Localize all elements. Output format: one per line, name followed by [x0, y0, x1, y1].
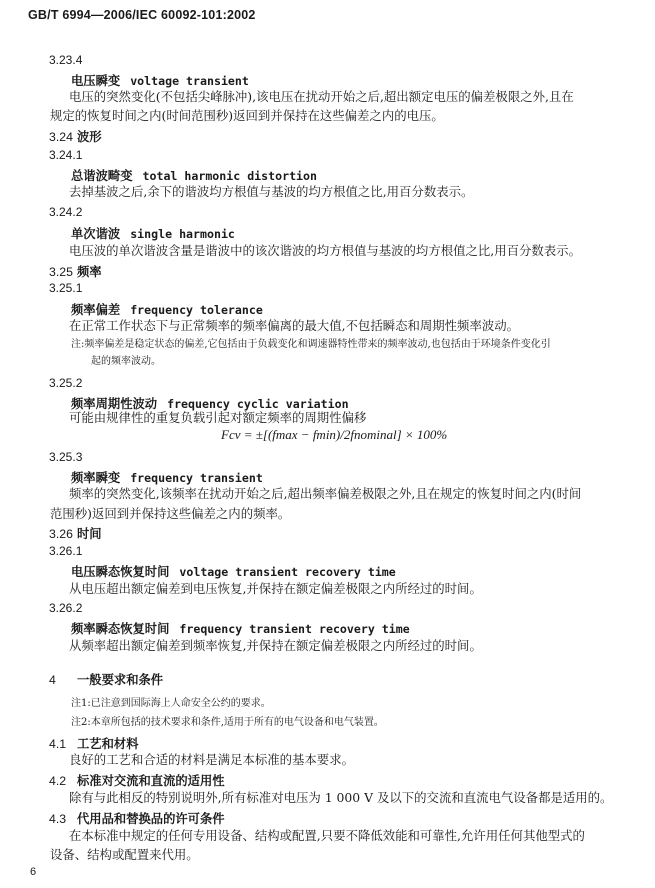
term-chinese: 总谐波畸变 — [71, 169, 133, 183]
definition-text: 频率的突然变化,该频率在扰动开始之后,超出频率偏差极限之外,且在规定的恢复时间之内(时间 — [69, 486, 582, 501]
clause-number: 3.24.1 — [49, 148, 83, 162]
term-english: frequency tolerance — [130, 303, 263, 317]
clause-heading — [49, 771, 225, 789]
clause-number: 4.2 — [49, 774, 67, 788]
definition-text: 电压波的单次谐波含量是谐波中的该次谐波的均方根值与基波的均方根值之比,用百分数表示。 — [69, 243, 581, 258]
term-english: frequency transient — [130, 471, 263, 485]
clause-number: 3.23.4 — [49, 53, 83, 67]
term-english: frequency cyclic variation — [167, 397, 349, 411]
clause-number: 3.24.2 — [49, 205, 83, 219]
body-text: 在本标准中规定的任何专用设备、结构或配置,只要不降低效能和可靠性,允许用任何其他型式的 — [69, 828, 585, 843]
clause-number: 4.1 — [49, 737, 67, 751]
chapter-heading — [49, 670, 163, 688]
term-chinese: 电压瞬态恢复时间 — [71, 565, 170, 579]
chapter-number: 4 — [49, 673, 56, 687]
definition-text: 电压的突然变化(不包括尖峰脉冲),该电压在扰动开始之后,超出额定电压的偏差极限之外,且在 — [69, 89, 574, 104]
section-title: 频率 — [77, 265, 102, 279]
term-chinese: 频率瞬变 — [71, 471, 121, 485]
clause-title: 工艺和材料 — [77, 737, 139, 751]
body-text: 除有与此相反的特别说明外,所有标准对电压为 1 000 V 及以下的交流和直流电气设备都是适用的。 — [69, 790, 613, 805]
section-number: 3.25 — [49, 265, 73, 279]
chapter-title: 一般要求和条件 — [77, 673, 164, 687]
clause-heading — [49, 734, 139, 752]
clause-number: 3.25.1 — [49, 281, 83, 295]
note-text: 注1:已注意到国际海上人命安全公约的要求。 — [71, 698, 271, 709]
clause-number: 3.25.3 — [49, 450, 83, 464]
term-chinese: 单次谐波 — [71, 227, 121, 241]
section-heading — [49, 524, 102, 542]
document-header: GB/T 6994—2006/IEC 60092-101:2002 — [28, 8, 256, 22]
term-chinese: 电压瞬变 — [71, 74, 121, 88]
term-heading — [71, 166, 317, 184]
term-heading — [71, 619, 410, 637]
term-heading — [71, 71, 249, 89]
section-title: 波形 — [77, 130, 102, 144]
clause-title: 标准对交流和直流的适用性 — [77, 774, 225, 788]
note-text: 注:频率偏差是稳定状态的偏差,它包括由于负载变化和调速器特性带来的频率波动,也包括由于环境条件变化引 — [71, 339, 551, 350]
term-english: frequency transient recovery time — [179, 622, 410, 636]
clause-title: 代用品和替换品的许可条件 — [77, 812, 225, 826]
section-number: 3.26 — [49, 527, 73, 541]
page-number: 6 — [30, 866, 37, 878]
definition-text: 可能由规律性的重复负载引起对额定频率的周期性偏移 — [69, 410, 367, 425]
term-chinese: 频率偏差 — [71, 303, 121, 317]
section-heading — [49, 127, 102, 145]
term-heading — [71, 300, 263, 318]
clause-number: 3.25.2 — [49, 376, 83, 390]
term-english: voltage transient recovery time — [179, 565, 396, 579]
section-number: 3.24 — [49, 130, 73, 144]
clause-number: 4.3 — [49, 812, 67, 826]
term-chinese: 频率瞬态恢复时间 — [71, 622, 170, 636]
body-text: 良好的工艺和合适的材料是满足本标准的基本要求。 — [69, 752, 354, 767]
term-english: voltage transient — [130, 74, 249, 88]
term-english: total harmonic distortion — [142, 169, 318, 183]
clause-heading — [49, 809, 225, 827]
term-chinese: 频率周期性波动 — [71, 397, 158, 411]
section-heading — [49, 262, 102, 280]
clause-number: 3.26.1 — [49, 544, 83, 558]
note-text: 注2:本章所包括的技术要求和条件,适用于所有的电气设备和电气装置。 — [71, 717, 384, 728]
term-heading — [71, 468, 263, 486]
body-text: 设备、结构或配置来代用。 — [50, 847, 199, 862]
definition-text: 从电压超出额定偏差到电压恢复,并保持在额定偏差极限之内所经过的时间。 — [69, 581, 482, 596]
section-title: 时间 — [77, 527, 102, 541]
formula: Fcv = ±[(fmax − fmin)/2fnominal] × 100% — [221, 427, 448, 442]
definition-text: 在正常工作状态下与正常频率的频率偏离的最大值,不包括瞬态和周期性频率波动。 — [69, 318, 520, 333]
definition-text: 去掉基波之后,余下的谐波均方根值与基波的均方根值之比,用百分数表示。 — [69, 184, 474, 199]
term-english: single harmonic — [130, 227, 235, 241]
definition-text: 从频率超出额定偏差到频率恢复,并保持在额定偏差极限之内所经过的时间。 — [69, 638, 482, 653]
term-heading — [71, 224, 235, 242]
clause-number: 3.26.2 — [49, 601, 83, 615]
term-heading — [71, 562, 396, 580]
definition-text: 规定的恢复时间之内(时间范围秒)返回到并保持在这些偏差之内的电压。 — [50, 108, 444, 123]
note-text: 起的频率波动。 — [91, 356, 161, 367]
definition-text: 范围秒)返回到并保持这些偏差之内的频率。 — [50, 506, 291, 521]
